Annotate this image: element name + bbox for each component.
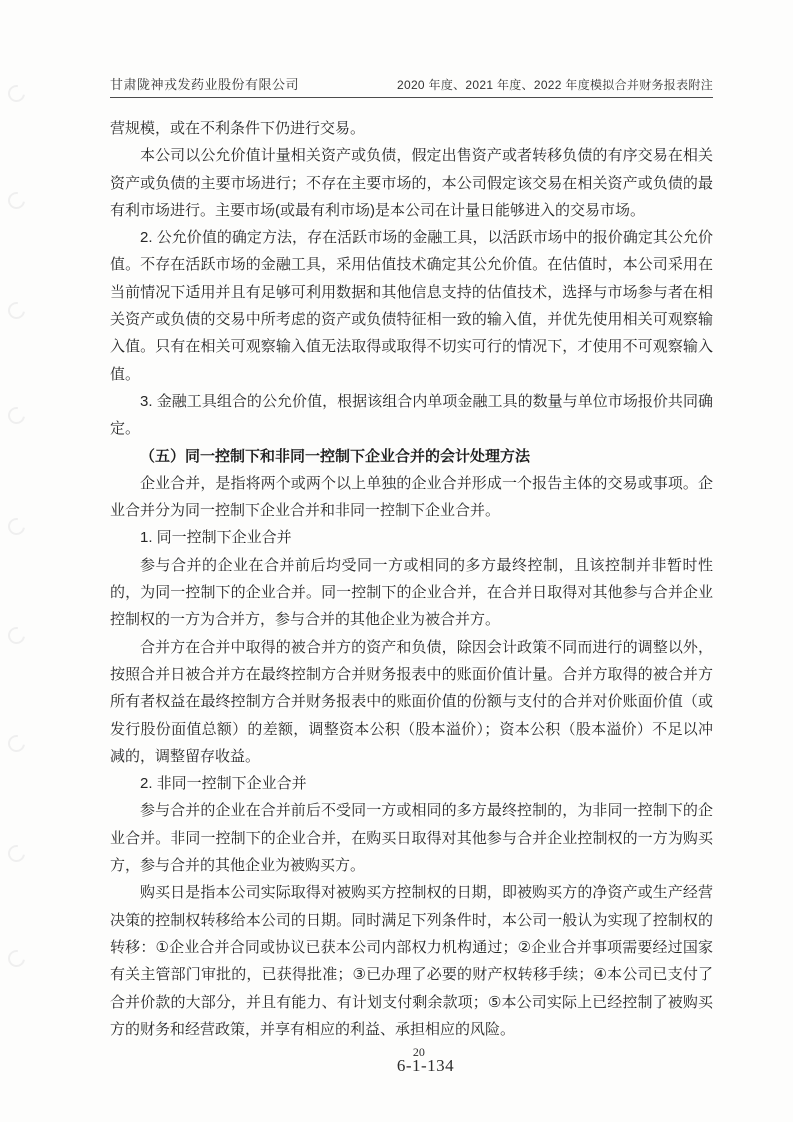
page-number-main: 6-1-134 xyxy=(396,1056,455,1075)
paragraph-fair-value-measurement: 本公司以公允价值计量相关资产或负债，假定出售资产或者转移负债的有序交易在相关资产或负债的主要市场进行；不存在主要市场的，本公司假定该交易在相关资产或负债的最有利市场进行。主要市场(或最有利市场)是本公司在计量日能够进入的交易市场。 xyxy=(110,147,713,219)
paragraph-purchase-date: 购买日是指本公司实际取得对被购买方控制权的日期，即被购买方的净资产或生产经营决策的控制权转移给本公司的日期。同时满足下列条件时，本公司一般认为实现了控制权的转移：①企业合并合同或协议已获本公司内部权力机构通过；②企业合并事项需要经过国家有关主管部门审批的，已获得批准；③已办理了必要的财产权转移手续；④本公司已支付了合并价款的大部分，并且有能力、有计划支付剩余款项；⑤本公司实际上已经控制了被购买方的财务和经营政策，并享有相应的利益、承担相应的风险。 xyxy=(110,884,713,1038)
paragraph-combination-definition: 企业合并，是指将两个或两个以上单独的企业合并形成一个报告主体的交易或事项。企业合并分为同一控制下企业合并和非同一控制下企业合并。 xyxy=(110,474,713,520)
binding-hole-mark xyxy=(5,842,29,866)
section-heading-business-combination: （五）同一控制下和非同一控制下企业合并的会计处理方法 xyxy=(140,447,531,465)
page-number xyxy=(396,1045,455,1076)
binding-hole-mark xyxy=(5,404,29,428)
report-title: 2020 年度、2021 年度、2022 年度模拟合并财务报表附注 xyxy=(397,78,713,92)
paragraph-same-control-detail: 参与合并的企业在合并前后均受同一方或相同的多方最终控制，且该控制并非暂时性的，为同一控制下的企业合并。同一控制下的企业合并，在合并日取得对其他参与合并企业控制权的一方为合并方，参与合并的其他企业为被合并方。 xyxy=(110,556,713,629)
page-header xyxy=(110,74,713,98)
company-name: 甘肃陇神戎发药业股份有限公司 xyxy=(110,77,300,92)
page-number-superscript: 20 xyxy=(412,1045,425,1059)
subheading-same-control: 1. 同一控制下企业合并 xyxy=(140,529,292,547)
binding-hole-mark xyxy=(5,299,29,323)
paragraph-same-control-measurement: 合并方在合并中取得的被合并方的资产和负债，除因会计政策不同而进行的调整以外，按照合并日被合并方在最终控制方合并财务报表中的账面价值计量。合并方取得的被合并方所有者权益在最终控制方合并财务报表中的账面价值的份额与支付的合并对价账面价值（或发行股份面值总额）的差额，调整资本公积（股本溢价）；资本公积（股本溢价）不足以冲减的，调整留存收益。 xyxy=(110,638,713,765)
binding-hole-mark xyxy=(5,947,29,971)
paragraph-fair-value-determination: 2. 公允价值的确定方法，存在活跃市场的金融工具，以活跃市场中的报价确定其公允价值。不存在活跃市场的金融工具，采用估值技术确定其公允价值。在估值时，本公司采用在当前情况下适用并且有足够可利用数据和其他信息支持的估值技术，选择与市场参与者在相关资产或负债的交易中所考虑的资产或负债特征相一致的输入值，并优先使用相关可观察输入值。只有在相关可观察输入值无法取得或取得不切实可行的情况下，才使用不可观察输入值。 xyxy=(110,229,713,383)
binding-hole-mark xyxy=(5,82,29,106)
paragraph-non-same-control-detail: 参与合并的企业在合并前后不受同一方或相同的多方最终控制的，为非同一控制下的企业合并。非同一控制下的企业合并，在购买日取得对其他参与合并企业控制权的一方为购买方，参与合并的其他企业为被购买方。 xyxy=(110,802,713,875)
binding-hole-mark xyxy=(5,515,29,539)
binding-hole-mark xyxy=(5,624,29,648)
body-text xyxy=(110,115,713,1043)
page-footer xyxy=(0,1045,793,1076)
binding-hole-mark xyxy=(5,732,29,756)
paragraph-continuation: 营规模，或在不利条件下仍进行交易。 xyxy=(110,120,366,137)
subheading-non-same-control: 2. 非同一控制下企业合并 xyxy=(140,775,307,793)
binding-hole-mark xyxy=(5,189,29,213)
paragraph-portfolio-fair-value: 3. 金融工具组合的公允价值，根据该组合内单项金融工具的数量与单位市场报价共同确定。 xyxy=(110,392,713,438)
